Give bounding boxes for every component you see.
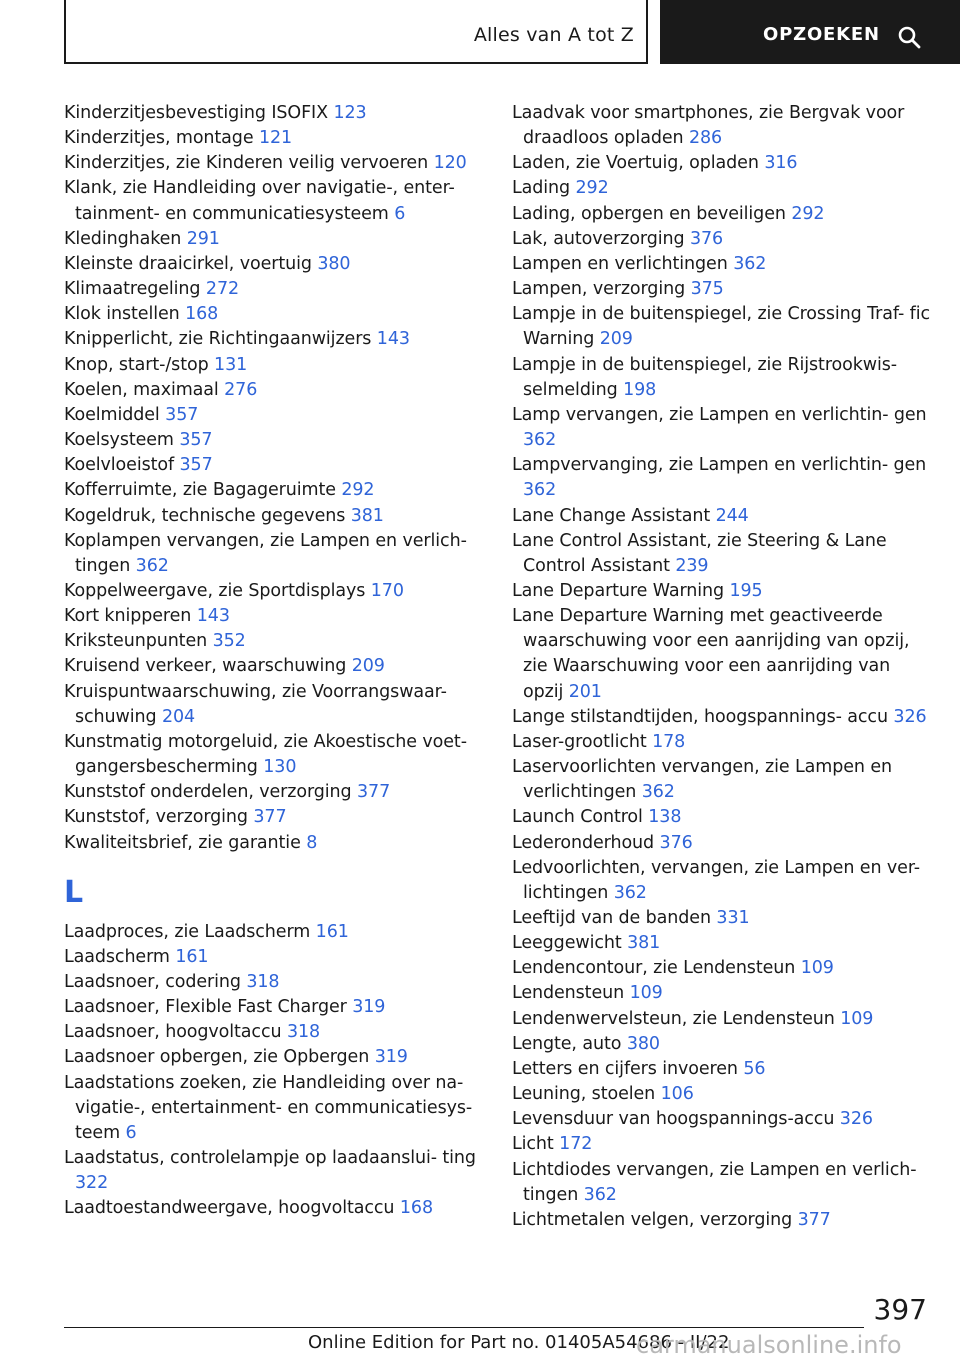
index-entry (64, 1045, 484, 1070)
index-entry (512, 755, 932, 805)
page-reference-link[interactable]: 376 (659, 832, 693, 853)
index-entry (64, 1196, 484, 1221)
page-reference-link[interactable]: 357 (179, 455, 213, 476)
index-term: Kort knipperen (64, 606, 192, 627)
page-reference-link[interactable]: 170 (370, 580, 404, 601)
page-reference-link[interactable]: 138 (648, 807, 682, 828)
index-term: Laadtoestandweergave, hoogvoltaccu (64, 1198, 395, 1219)
page-reference-link[interactable]: 377 (357, 782, 391, 803)
page-reference-link[interactable]: 109 (629, 983, 663, 1004)
index-term: Kunststof, verzorging (64, 807, 248, 828)
page-reference-link[interactable]: 376 (689, 228, 724, 249)
index-term: Kwaliteitsbrief, zie garantie (64, 832, 301, 853)
page-reference-link[interactable]: 8 (306, 832, 318, 853)
index-term: Laadsnoer, codering (64, 972, 241, 992)
page-number: 397 (873, 1293, 927, 1326)
page-reference-link[interactable]: 143 (376, 329, 410, 350)
index-term: Lendensteun (512, 983, 625, 1004)
index-term: Letters en cijfers invoeren (512, 1058, 738, 1079)
index-entry (64, 529, 484, 579)
index-term: Kunstmatig motorgeluid, zie Akoestische voet- gangersbescherming (64, 731, 467, 778)
index-term: Lading, opbergen en beveiligen (512, 203, 786, 224)
page-reference-link[interactable]: 143 (196, 606, 230, 627)
index-entry (64, 654, 484, 679)
index-term: Kofferruimte, zie Bagageruimte (64, 480, 336, 501)
index-term: Laadstations zoeken, zie Handleiding over na- vigatie-, entertainment- en communicatiesys- teem (64, 1072, 473, 1143)
index-entry (64, 176, 484, 226)
index-term: Lane Departure Warning met geactiveerde waarschuwing voor een aanrijding van opzij, zie Waarschuwing voor een aanrijding van opzij (512, 606, 910, 702)
index-term: Lampje in de buitenspiegel, zie Rijstrookwis- selmelding (512, 354, 897, 400)
index-entry (512, 831, 932, 856)
index-term: Koelsysteem (64, 430, 174, 451)
page-reference-link[interactable]: 362 (523, 480, 557, 501)
index-entry (512, 353, 932, 403)
index-term: Koelmiddel (64, 404, 160, 425)
index-term: Kinderzitjes, montage (64, 128, 254, 149)
index-term: Kruispuntwaarschuwing, zie Voorrangswaar- schuwing (64, 681, 447, 727)
index-entry (512, 1158, 932, 1208)
edition-text: Online Edition for Part no. 01405A54686 - II/22 (308, 1332, 730, 1353)
page-reference-link[interactable]: 272 (205, 279, 240, 300)
index-entry (512, 504, 932, 529)
index-entry (64, 831, 484, 856)
index-term: Kruisend verkeer, waarschuwing (64, 656, 347, 677)
index-term: Koelen, maximaal (64, 379, 219, 400)
index-entry (64, 277, 484, 302)
index-entry (64, 353, 484, 378)
page-reference-link[interactable]: 316 (764, 153, 798, 174)
index-entry (512, 956, 932, 981)
page-reference-link[interactable]: 56 (743, 1058, 766, 1079)
page-reference-link[interactable]: 6 (125, 1122, 137, 1143)
page-reference-link[interactable]: 292 (575, 178, 609, 199)
index-entry (512, 1208, 932, 1233)
page-reference-link[interactable]: 326 (893, 706, 927, 727)
index-term: Leuning, stoelen (512, 1084, 656, 1105)
index-term: Kogeldruk, technische gegevens (64, 505, 346, 526)
page-reference-link[interactable]: 161 (315, 921, 349, 942)
index-column-left (64, 101, 484, 1222)
index-term: Knop, start-/stop (64, 354, 209, 375)
index-term: Lak, autoverzorging (512, 228, 685, 249)
page-reference-link[interactable]: 198 (623, 379, 657, 400)
index-entry (64, 604, 484, 629)
index-term: Kunststof onderdelen, verzorging (64, 782, 352, 803)
index-term: Launch Control (512, 807, 643, 828)
index-term: Kleinste draaicirkel, voertuig (64, 253, 312, 274)
index-entry (64, 327, 484, 352)
page-reference-link[interactable]: 276 (224, 379, 258, 400)
index-entry (512, 730, 932, 755)
page-reference-link[interactable]: 381 (627, 933, 661, 954)
index-entry (64, 945, 484, 970)
index-entry (512, 805, 932, 830)
index-term: Laadsnoer, Flexible Fast Charger (64, 997, 347, 1018)
index-term: Lampen, verzorging (512, 279, 686, 300)
page-reference-link[interactable]: 357 (179, 430, 213, 451)
page-reference-link[interactable]: 6 (394, 203, 406, 224)
page-reference-link[interactable]: 204 (161, 706, 196, 727)
index-entry (512, 529, 932, 579)
index-entry (512, 151, 932, 176)
index-entry (512, 906, 932, 931)
index-entry (512, 981, 932, 1006)
index-entry (512, 176, 932, 201)
page-reference-link[interactable]: 291 (186, 228, 220, 249)
index-entry (512, 453, 932, 503)
header-section-box (64, 0, 648, 64)
page-reference-link[interactable]: 168 (399, 1198, 433, 1219)
index-entry (512, 1107, 932, 1132)
index-term: Lane Change Assistant (512, 505, 711, 526)
index-term: Leeftijd van de banden (512, 908, 711, 928)
index-term: Lederonderhoud (512, 832, 655, 853)
page-reference-link[interactable]: 123 (333, 103, 367, 123)
page-reference-link[interactable]: 319 (374, 1047, 408, 1068)
page-reference-link[interactable]: 209 (351, 656, 385, 677)
index-term: Lengte, auto (512, 1033, 622, 1054)
page-reference-link[interactable]: 106 (660, 1084, 694, 1105)
page-reference-link[interactable]: 362 (135, 555, 169, 576)
page-reference-link[interactable]: 201 (568, 681, 602, 702)
index-term: Kinderzitjes, zie Kinderen veilig vervoeren (64, 153, 429, 174)
index-entry (64, 453, 484, 478)
index-entry (64, 805, 484, 830)
index-entry (512, 1032, 932, 1057)
index-term: Lendenwervelsteun, zie Lendensteun (512, 1008, 835, 1029)
page-reference-link[interactable]: 326 (839, 1109, 873, 1130)
search-tab-label: OPZOEKEN (763, 24, 880, 45)
page-reference-link[interactable]: 109 (800, 958, 834, 979)
index-entry (64, 1020, 484, 1045)
index-term: Lading (512, 178, 571, 199)
index-term: Laadscherm (64, 946, 170, 967)
index-term: Ledvoorlichten, vervangen, zie Lampen en ver- lichtingen (512, 857, 921, 903)
page-reference-link[interactable]: 357 (165, 404, 199, 425)
index-term: Laadsnoer opbergen, zie Opbergen (64, 1047, 370, 1068)
index-entry (64, 151, 484, 176)
index-term: Lange stilstandtijden, hoogspannings- accu (512, 706, 888, 727)
index-term: Koplampen vervangen, zie Lampen en verlich- tingen (64, 530, 467, 576)
index-term: Laser-grootlicht (512, 731, 647, 752)
page-reference-link[interactable]: 239 (675, 555, 709, 576)
page-reference-link[interactable]: 362 (583, 1184, 617, 1205)
index-entry (512, 705, 932, 730)
index-entry (64, 126, 484, 151)
search-icon (897, 25, 921, 49)
watermark: carmanualsonline.info (636, 1331, 902, 1359)
page-reference-link[interactable]: 322 (75, 1173, 109, 1194)
page-reference-link[interactable]: 377 (253, 807, 287, 828)
page-reference-link[interactable]: 286 (688, 128, 723, 149)
page-reference-link[interactable]: 120 (433, 153, 467, 174)
index-entry (64, 629, 484, 654)
index-entry (512, 277, 932, 302)
index-term: Kriksteunpunten (64, 631, 208, 652)
index-entry (512, 604, 932, 705)
index-term: Knipperlicht, zie Richtingaanwijzers (64, 329, 372, 350)
page-reference-link[interactable]: 109 (840, 1008, 874, 1029)
index-entry (512, 931, 932, 956)
index-term: Klimaatregeling (64, 279, 201, 300)
index-column-right (512, 101, 932, 1233)
index-entry (64, 428, 484, 453)
index-term: Laden, zie Voertuig, opladen (512, 153, 759, 174)
index-term: Levensduur van hoogspannings-accu (512, 1109, 835, 1130)
index-term: Laadvak voor smartphones, zie Bergvak voor draadloos opladen (512, 103, 905, 149)
index-entry (64, 680, 484, 730)
index-entry (64, 1146, 484, 1196)
index-entry (64, 970, 484, 995)
index-entry (64, 101, 484, 126)
page-reference-link[interactable]: 178 (652, 731, 686, 752)
page-reference-link[interactable]: 375 (690, 279, 724, 300)
index-term: Klok instellen (64, 304, 180, 325)
index-term: Lampje in de buitenspiegel, zie Crossing Traf- fic Warning (512, 304, 931, 350)
page-reference-link[interactable]: 209 (599, 329, 633, 350)
index-entry (64, 227, 484, 252)
index-entry (64, 504, 484, 529)
index-term: Lichtmetalen velgen, verzorging (512, 1209, 793, 1230)
page-reference-link[interactable]: 319 (352, 997, 386, 1018)
index-entry (512, 403, 932, 453)
index-term: Kledinghaken (64, 228, 182, 249)
page-reference-link[interactable]: 352 (212, 631, 246, 652)
search-tab[interactable] (660, 0, 960, 64)
index-term: Klank, zie Handleiding over navigatie-, enter- tainment- en communicatiesysteem (64, 178, 455, 224)
footer-divider (64, 1327, 864, 1328)
index-entry (512, 579, 932, 604)
page-reference-link[interactable]: 380 (626, 1033, 660, 1054)
page-reference-link[interactable]: 362 (613, 882, 647, 903)
page-reference-link[interactable]: 318 (246, 972, 280, 992)
page-reference-link[interactable]: 331 (716, 908, 750, 928)
page-reference-link[interactable]: 362 (523, 430, 557, 451)
page-reference-link[interactable]: 362 (733, 253, 767, 274)
index-entry (512, 202, 932, 227)
index-term: Lamp vervangen, zie Lampen en verlichtin- gen (512, 404, 927, 425)
index-entry (512, 302, 932, 352)
page-reference-link[interactable]: 292 (341, 480, 375, 501)
index-entry (64, 403, 484, 428)
index-entry (512, 252, 932, 277)
page-reference-link[interactable]: 380 (317, 253, 351, 274)
index-entry (512, 227, 932, 252)
page-reference-link[interactable]: 130 (263, 757, 297, 778)
page-reference-link[interactable]: 292 (791, 203, 825, 224)
page-reference-link[interactable]: 244 (715, 505, 749, 526)
index-term: Lane Control Assistant, zie Steering & Lane Control Assistant (512, 530, 887, 576)
page-reference-link[interactable]: 362 (641, 782, 675, 803)
index-entry (512, 1057, 932, 1082)
index-term: Lampen en verlichtingen (512, 253, 728, 274)
index-term: Laservoorlichten vervangen, zie Lampen en verlichtingen (512, 757, 893, 803)
index-term: Leeggewicht (512, 933, 622, 954)
page-reference-link[interactable]: 121 (258, 128, 293, 149)
index-term: Kinderzitjesbevestiging ISOFIX (64, 103, 328, 123)
index-entry (512, 1007, 932, 1032)
index-entry (64, 730, 484, 780)
index-entry (64, 920, 484, 945)
index-term: Licht (512, 1134, 554, 1155)
index-term: Lane Departure Warning (512, 580, 725, 601)
index-entry (64, 995, 484, 1020)
index-term: Laadproces, zie Laadscherm (64, 921, 311, 942)
index-term: Laadstatus, controlelampje op laadaanslui- ting (64, 1148, 476, 1169)
page-reference-link[interactable]: 172 (559, 1134, 593, 1155)
index-entry (64, 780, 484, 805)
page-reference-link[interactable]: 381 (350, 505, 384, 526)
index-entry (64, 1071, 484, 1146)
section-title: Alles van A tot Z (473, 24, 634, 46)
index-entry (512, 1082, 932, 1107)
page-reference-link[interactable]: 377 (797, 1209, 831, 1230)
section-letter-heading: L (64, 874, 84, 910)
page-reference-link[interactable]: 168 (185, 304, 219, 325)
index-term: Koelvloeistof (64, 455, 175, 476)
index-term: Laadsnoer, hoogvoltaccu (64, 1022, 282, 1043)
index-entry (512, 101, 932, 151)
index-term: Koppelweergave, zie Sportdisplays (64, 580, 366, 601)
page-reference-link[interactable]: 195 (729, 580, 763, 601)
index-term: Lampvervanging, zie Lampen en verlichtin- gen (512, 455, 927, 476)
index-entry (512, 1132, 932, 1157)
index-term: Lichtdiodes vervangen, zie Lampen en verlich- tingen (512, 1159, 917, 1205)
index-entry (64, 378, 484, 403)
index-entry (64, 302, 484, 327)
index-entry (64, 252, 484, 277)
page-reference-link[interactable]: 318 (286, 1022, 321, 1043)
index-entry (64, 579, 484, 604)
page-reference-link[interactable]: 161 (175, 946, 209, 967)
index-term: Lendencontour, zie Lendensteun (512, 958, 796, 979)
page-reference-link[interactable]: 131 (214, 354, 248, 375)
index-entry (64, 478, 484, 503)
index-entry (512, 856, 932, 906)
